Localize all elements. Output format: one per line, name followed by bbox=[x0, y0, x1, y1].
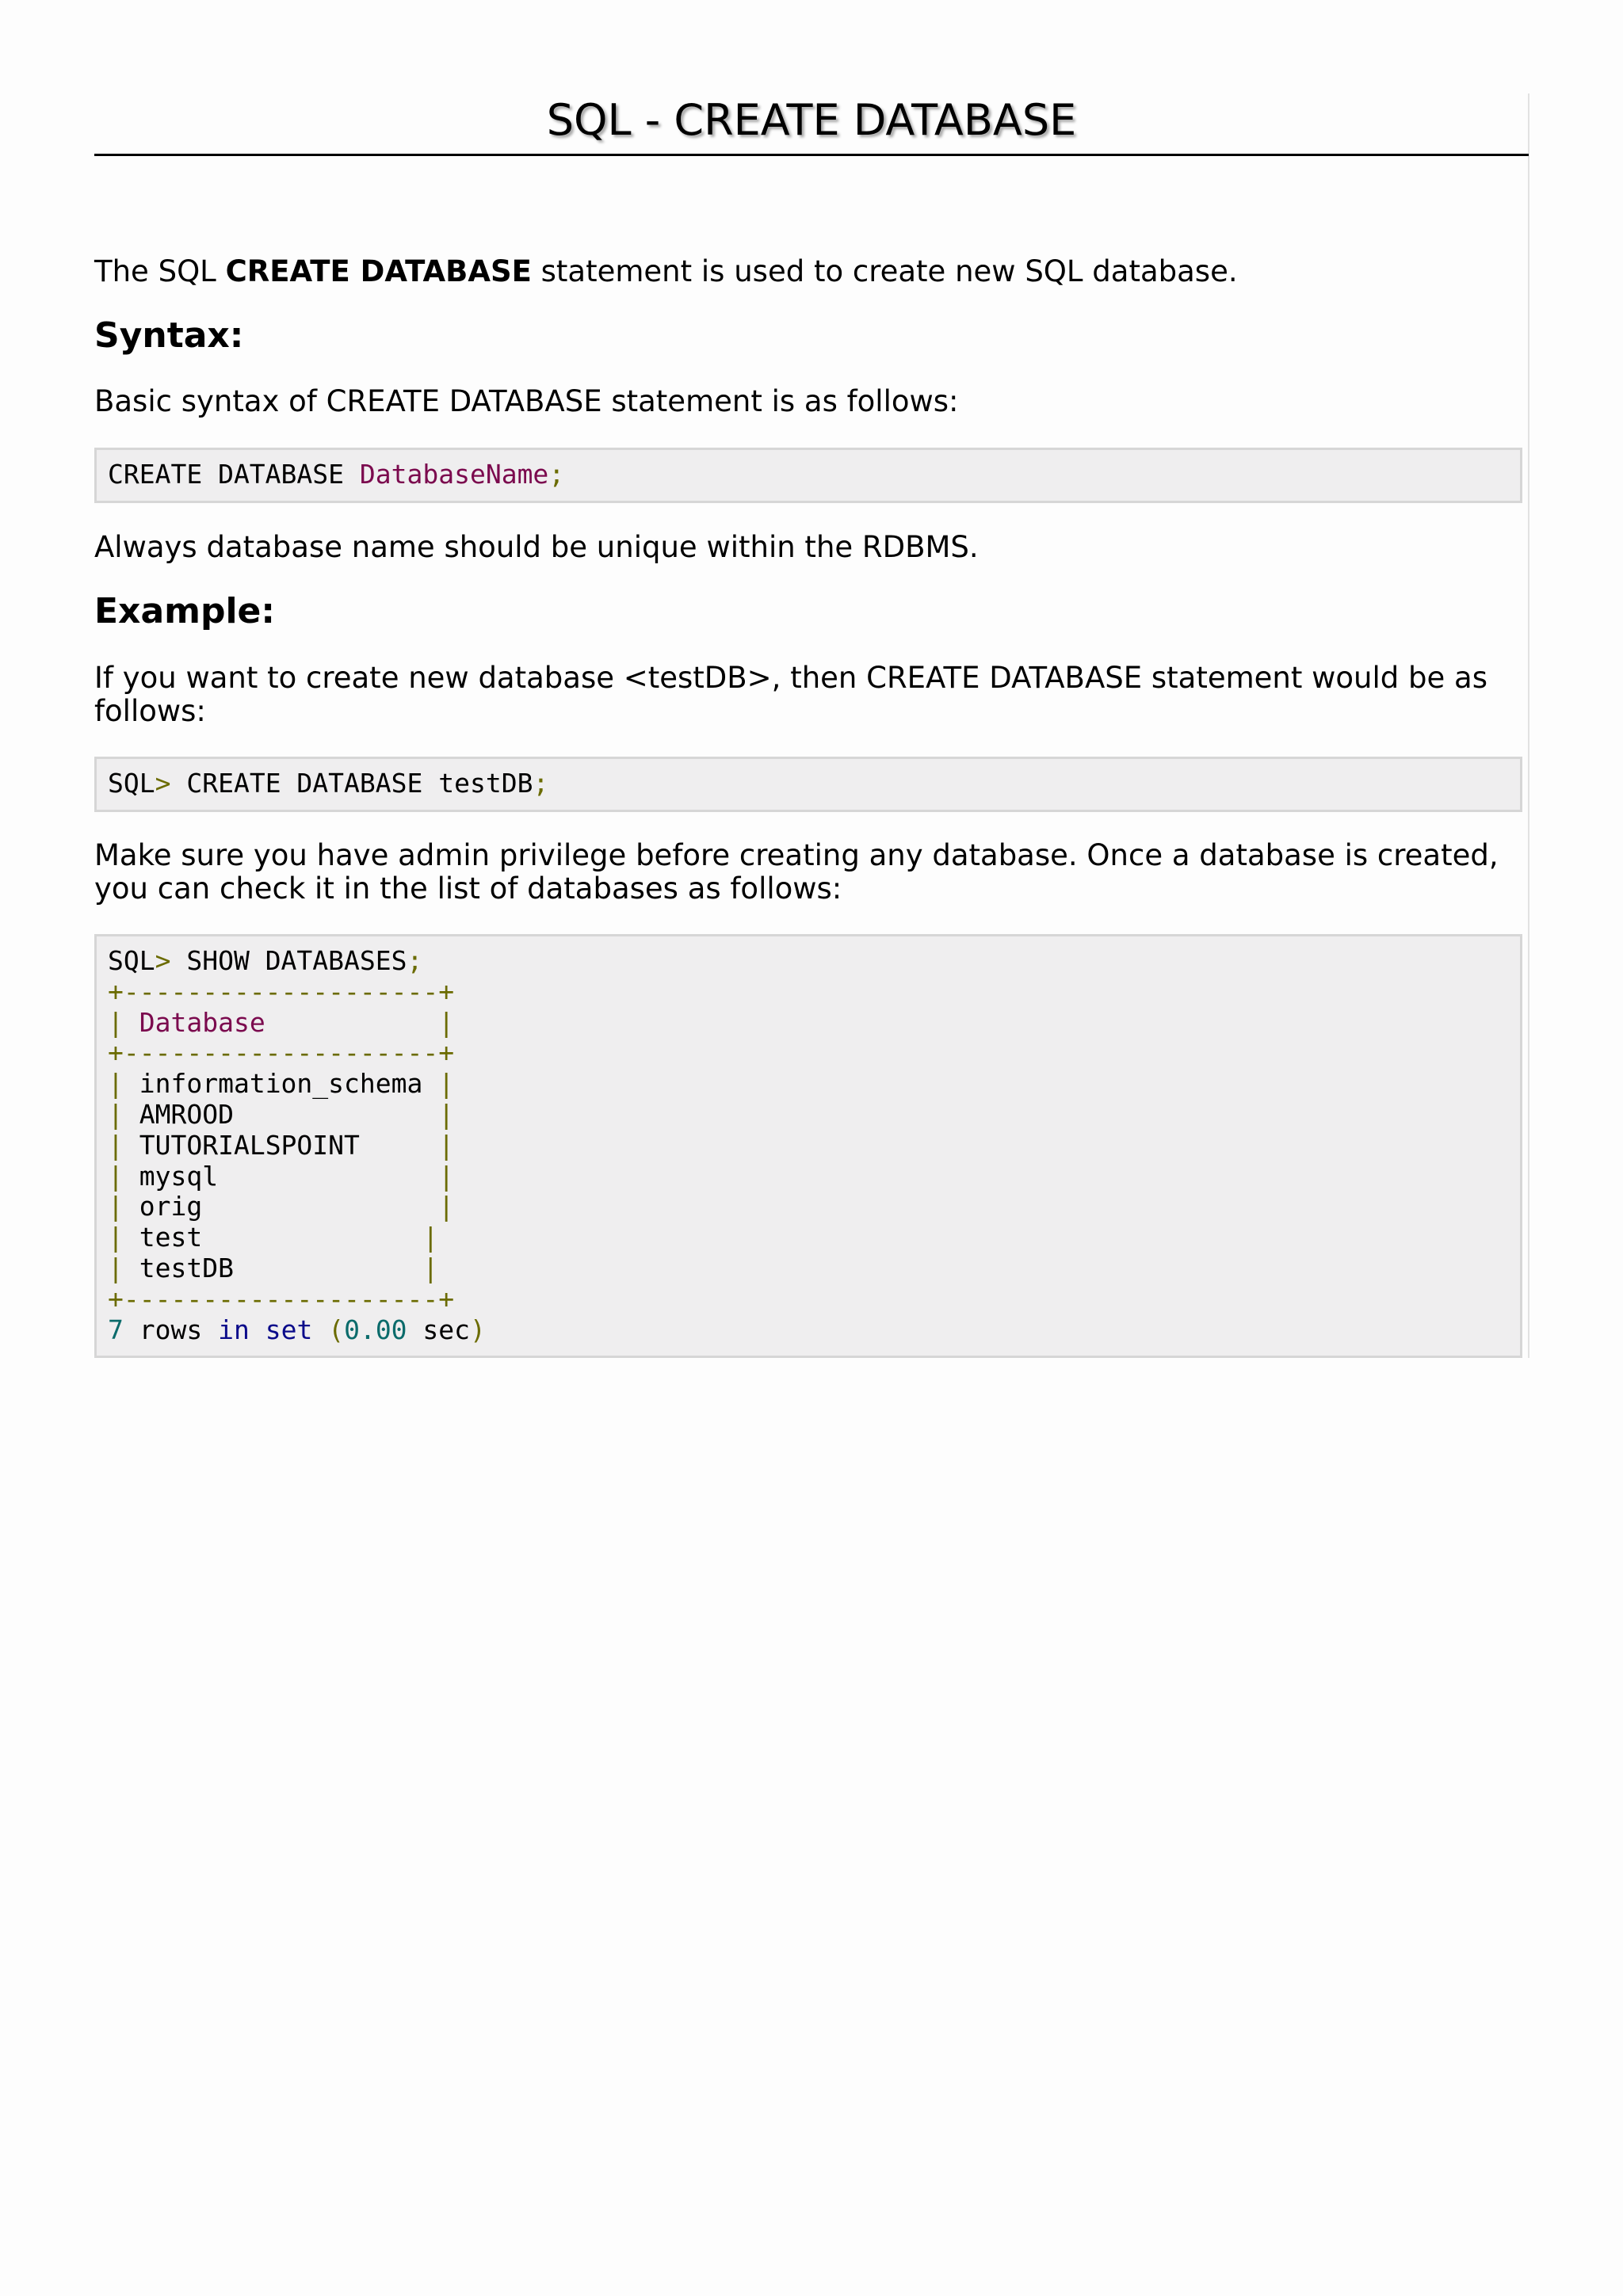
row-pipe-left: | bbox=[108, 1222, 124, 1253]
footer-set-keyword: set bbox=[265, 1314, 313, 1345]
table-row bbox=[108, 1253, 438, 1283]
row-db-name: mysql bbox=[139, 1160, 219, 1192]
syntax-code-keyword: CREATE DATABASE bbox=[108, 459, 360, 490]
row-db-name: information_schema bbox=[139, 1068, 423, 1100]
syntax-code-dbname: DatabaseName bbox=[359, 459, 549, 490]
example-description: If you want to create new database <testDB>, then CREATE DATABASE statement would be as follows: bbox=[94, 661, 1487, 728]
page-title: SQL - CREATE DATABASE bbox=[546, 95, 1077, 145]
footer-close-paren: ) bbox=[470, 1314, 486, 1345]
example-code-prompt: SQL bbox=[108, 768, 155, 799]
table-header-label: Database bbox=[139, 1006, 265, 1038]
row-db-name: testDB bbox=[139, 1252, 234, 1283]
table-row bbox=[108, 1130, 454, 1161]
table-row bbox=[108, 1161, 454, 1192]
syntax-note: Always database name should be unique within the RDBMS. bbox=[94, 530, 979, 564]
show-line-command bbox=[108, 945, 422, 976]
row-pad bbox=[234, 1099, 438, 1130]
row-pipe-right: | bbox=[438, 1068, 455, 1100]
row-pad bbox=[202, 1222, 422, 1253]
result-footer bbox=[108, 1314, 486, 1345]
footer-sec: sec bbox=[407, 1314, 471, 1345]
show-prompt: SQL bbox=[108, 945, 155, 976]
syntax-code-block bbox=[94, 448, 1522, 503]
row-pipe-left: | bbox=[108, 1068, 124, 1100]
row-pipe-right: | bbox=[422, 1222, 439, 1253]
title-underline bbox=[94, 154, 1529, 156]
table-border-top: +--------------------+ bbox=[108, 975, 455, 1007]
example-code-semicolon: ; bbox=[533, 768, 549, 799]
row-pipe-left: | bbox=[108, 1098, 124, 1130]
row-pipe-right: | bbox=[438, 1098, 455, 1130]
row-pad bbox=[202, 1191, 438, 1222]
row-pad bbox=[360, 1130, 438, 1161]
table-header-pad bbox=[265, 1007, 439, 1038]
footer-in-keyword: in bbox=[218, 1314, 250, 1345]
row-pad bbox=[234, 1253, 422, 1283]
row-db-name: TUTORIALSPOINT bbox=[139, 1129, 360, 1161]
example-code-command: CREATE DATABASE testDB bbox=[170, 768, 533, 799]
table-row bbox=[108, 1068, 454, 1099]
table-header-pipe-left: | bbox=[108, 1006, 139, 1038]
row-db-name: orig bbox=[139, 1191, 203, 1222]
table-row bbox=[108, 1099, 454, 1130]
row-pipe-left: | bbox=[108, 1191, 124, 1222]
table-border-mid: +--------------------+ bbox=[108, 1037, 455, 1069]
example-heading: Example: bbox=[94, 591, 275, 631]
row-pipe-left: | bbox=[108, 1129, 124, 1161]
intro-suffix: statement is used to create new SQL database. bbox=[531, 254, 1238, 288]
row-pad bbox=[422, 1068, 438, 1099]
intro-bold-keyword: CREATE DATABASE bbox=[225, 254, 532, 288]
table-header-row bbox=[108, 1007, 454, 1038]
show-semicolon: ; bbox=[407, 945, 423, 976]
intro-paragraph bbox=[94, 255, 1529, 288]
table-row bbox=[108, 1191, 454, 1222]
row-pad bbox=[218, 1161, 438, 1192]
show-gt: > bbox=[155, 945, 171, 976]
example-followup: Make sure you have admin privilege before creating any database. Once a database is created, you can check it in the list of databases as follows: bbox=[94, 838, 1499, 906]
table-header-pipe-right: | bbox=[438, 1006, 455, 1038]
footer-open-paren: ( bbox=[328, 1314, 345, 1345]
row-pipe-right: | bbox=[438, 1160, 455, 1192]
syntax-heading: Syntax: bbox=[94, 315, 244, 356]
footer-time: 0.00 bbox=[344, 1314, 407, 1345]
show-databases-code-block bbox=[94, 934, 1522, 1358]
row-pipe-right: | bbox=[438, 1129, 455, 1161]
row-pipe-left: | bbox=[108, 1160, 124, 1192]
footer-row-count: 7 bbox=[108, 1314, 124, 1345]
example-code-block bbox=[94, 757, 1522, 812]
row-pipe-right: | bbox=[422, 1252, 439, 1283]
syntax-code-semicolon: ; bbox=[548, 459, 565, 490]
example-code-gt: > bbox=[155, 768, 171, 799]
table-border-bottom: +--------------------+ bbox=[108, 1283, 455, 1314]
table-row bbox=[108, 1222, 438, 1253]
row-pipe-left: | bbox=[108, 1252, 124, 1283]
row-db-name: AMROOD bbox=[139, 1098, 234, 1130]
footer-rows-word: rows bbox=[123, 1314, 219, 1345]
show-command: SHOW DATABASES bbox=[170, 945, 407, 976]
syntax-description: Basic syntax of CREATE DATABASE statement is as follows: bbox=[94, 384, 959, 418]
row-db-name: test bbox=[139, 1222, 203, 1253]
intro-prefix: The SQL bbox=[94, 254, 226, 288]
row-pipe-right: | bbox=[438, 1191, 455, 1222]
